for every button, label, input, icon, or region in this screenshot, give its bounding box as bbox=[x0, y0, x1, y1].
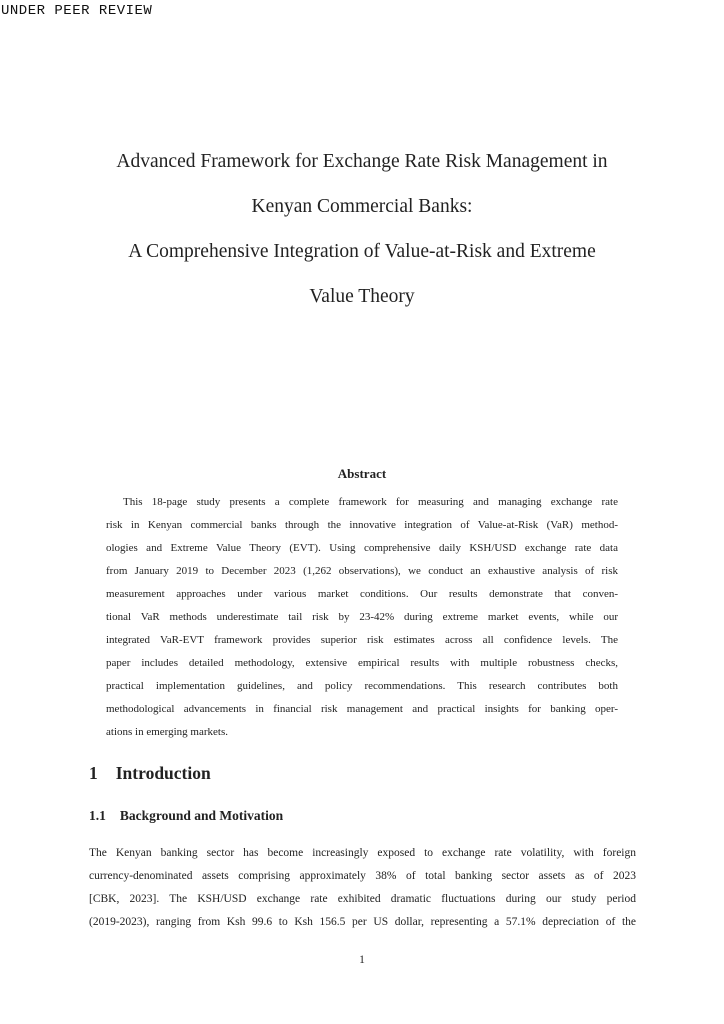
paper-title-line: A Comprehensive Integration of Value-at-Risk and Extreme bbox=[128, 241, 596, 262]
subsection-title: Background and Motivation bbox=[119, 808, 284, 823]
abstract-line: paper includes detailed methodology, extensive empirical results with multiple robustness checks, bbox=[106, 657, 618, 669]
peer-review-watermark: UNDER PEER REVIEW bbox=[1, 3, 153, 19]
paper-title-line: Value Theory bbox=[309, 286, 415, 307]
body-line: (2019-2023), ranging from Ksh 99.6 to Ksh 156.5 per US dollar, representing a 57.1% depreciation of the bbox=[89, 916, 636, 928]
abstract-line: integrated VaR-EVT framework provides superior risk estimates across all confidence levels. The bbox=[106, 634, 618, 646]
abstract-line: measurement approaches under various market conditions. Our results demonstrate that conven- bbox=[106, 588, 618, 600]
abstract-line: practical implementation guidelines, and policy recommendations. This research contributes both bbox=[106, 680, 618, 692]
paper-title-line: Advanced Framework for Exchange Rate Risk Management in bbox=[116, 151, 608, 172]
page-number: 1 bbox=[359, 954, 365, 966]
abstract-line: ologies and Extreme Value Theory (EVT). Using comprehensive daily KSH/USD exchange rate data bbox=[106, 542, 618, 554]
section-title: Introduction bbox=[115, 763, 211, 783]
abstract-line: ations in emerging markets. bbox=[106, 726, 228, 738]
abstract-heading: Abstract bbox=[337, 466, 387, 481]
paper-title bbox=[0, 139, 724, 319]
body-paragraph bbox=[89, 842, 636, 934]
body-line: currency-denominated assets comprising approximately 38% of total banking sector assets as of 2023 bbox=[89, 870, 636, 882]
abstract-line: from January 2019 to December 2023 (1,262 observations), we conduct an exhaustive analysis of risk bbox=[106, 565, 618, 577]
section-heading-introduction bbox=[89, 763, 211, 784]
abstract-text bbox=[106, 491, 618, 744]
paper-title-line: Kenyan Commercial Banks: bbox=[251, 196, 473, 217]
body-line: [CBK, 2023]. The KSH/USD exchange rate exhibited dramatic fluctuations during our study period bbox=[89, 893, 636, 905]
subsection-heading-background bbox=[89, 808, 283, 824]
abstract-line: risk in Kenyan commercial banks through the innovative integration of Value-at-Risk (VaR) method- bbox=[106, 519, 618, 531]
body-line: The Kenyan banking sector has become increasingly exposed to exchange rate volatility, with foreign bbox=[89, 847, 636, 859]
abstract-line: methodological advancements in financial risk management and practical insights for banking oper- bbox=[106, 703, 618, 715]
subsection-number: 1.1 bbox=[89, 808, 106, 823]
abstract-line: This 18-page study presents a complete framework for measuring and managing exchange rate bbox=[123, 496, 618, 508]
section-number: 1 bbox=[89, 763, 98, 783]
abstract-line: tional VaR methods underestimate tail risk by 23-42% during extreme market events, while our bbox=[106, 611, 618, 623]
